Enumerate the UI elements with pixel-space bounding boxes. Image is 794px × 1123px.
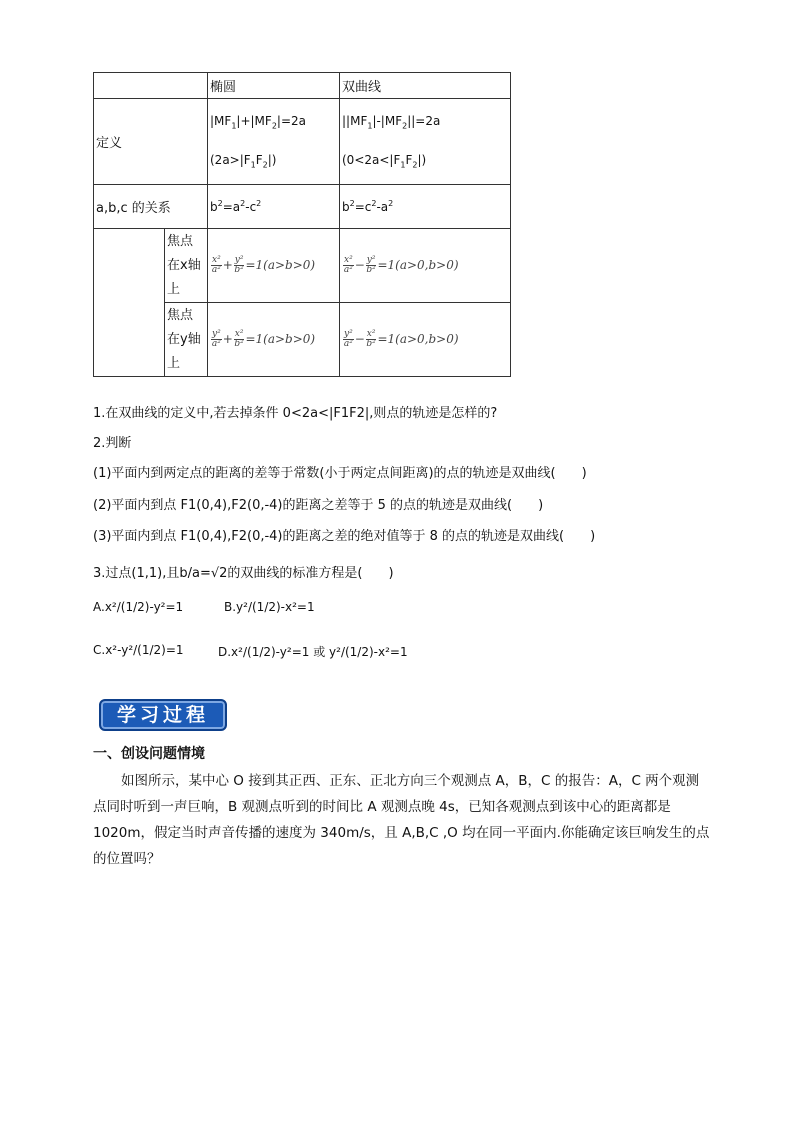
option-c: C.x²-y²/(1/2)=1 <box>93 643 184 657</box>
question-2-title: 2.判断 <box>93 436 132 451</box>
question-3: 3.过点(1,1),且b/a=√2的双曲线的标准方程是( ) <box>93 566 394 581</box>
question-1: 1.在双曲线的定义中,若去掉条件 0<2a<|F1F2|,则点的轨迹是怎样的? <box>93 406 498 421</box>
question-2-1: (1)平面内到两定点的距离的差等于常数(小于两定点间距离)的点的轨迹是双曲线( ) <box>93 466 587 481</box>
hyperbola-x-equation: $\frac{\text{x²}}{\text{a²}}$ − $\frac{\text{y²}}{\text{b²}}$ =1(a>0,b>0) <box>340 229 511 303</box>
x-axis-row <box>94 229 511 303</box>
definition-label: 定义 <box>94 99 208 185</box>
hyperbola-y-equation: $\frac{\text{y²}}{\text{a²}}$ − $\frac{\text{x²}}{\text{b²}}$ =1(a>0,b>0) <box>340 303 511 377</box>
standard-equation-label-cell <box>94 229 165 377</box>
section-heading: 一、创设问题情境 <box>93 746 205 762</box>
ellipse-relation: $b^2=a^2-c^2$ <box>208 185 340 229</box>
option-b: B.y²/(1/2)-x²=1 <box>224 600 315 614</box>
ellipse-y-equation: $\frac{\text{y²}}{\text{a²}}$ + $\frac{\text{x²}}{\text{b²}}$ =1(a>b>0) <box>208 303 340 377</box>
scenario-paragraph: 如图所示，某中心 O 接到其正西、正东、正北方向三个观测点 A，B，C 的报告：A，C 两个观测点同时听到一声巨响，B 观测点听到的时间比 A 观测点晚 4s，已知各观测点到该中心的距离都是 1020m，假定当时声音传播的速度为 340m/s，且 A,B,C ,O 均在同一平面内.你能确定该巨响发生的点的位置吗？ <box>93 773 710 867</box>
section-badge: 学习过程 <box>99 699 227 731</box>
comparison-table <box>93 72 511 377</box>
option-a: A.x²/(1/2)-y²=1 <box>93 600 184 614</box>
option-d: D.x²/(1/2)-y²=1 或 y²/(1/2)-x²=1 <box>218 645 408 659</box>
definition-row <box>94 99 511 185</box>
relation-row <box>94 185 511 229</box>
header-ellipse: 椭圆 <box>208 73 340 99</box>
question-2-2: (2)平面内到点 F1(0,4),F2(0,-4)的距离之差等于 5 的点的轨迹是双曲线( ) <box>93 498 544 513</box>
relation-label: a,b,c 的关系 <box>94 185 208 229</box>
table-header-row <box>94 73 511 99</box>
x-axis-label: 焦点在x轴上 <box>165 229 208 303</box>
ellipse-x-equation: $\frac{\text{x²}}{\text{a²}}$ + $\frac{\text{y²}}{\text{b²}}$ =1(a>b>0) <box>208 229 340 303</box>
hyperbola-relation: $b^2=c^2-a^2$ <box>340 185 511 229</box>
ellipse-definition: $|MF_1|+|MF_2|=2a$ $(2a>|F_1F_2|)$ <box>208 99 340 185</box>
header-empty-cell <box>94 73 208 99</box>
y-axis-label: 焦点在y轴上 <box>165 303 208 377</box>
question-2-3: (3)平面内到点 F1(0,4),F2(0,-4)的距离之差的绝对值等于 8 的点的轨迹是双曲线( ) <box>93 529 596 544</box>
hyperbola-definition: $||MF_1|-|MF_2||=2a$ $(0<2a<|F_1F_2|)$ <box>340 99 511 185</box>
header-hyperbola: 双曲线 <box>340 73 511 99</box>
